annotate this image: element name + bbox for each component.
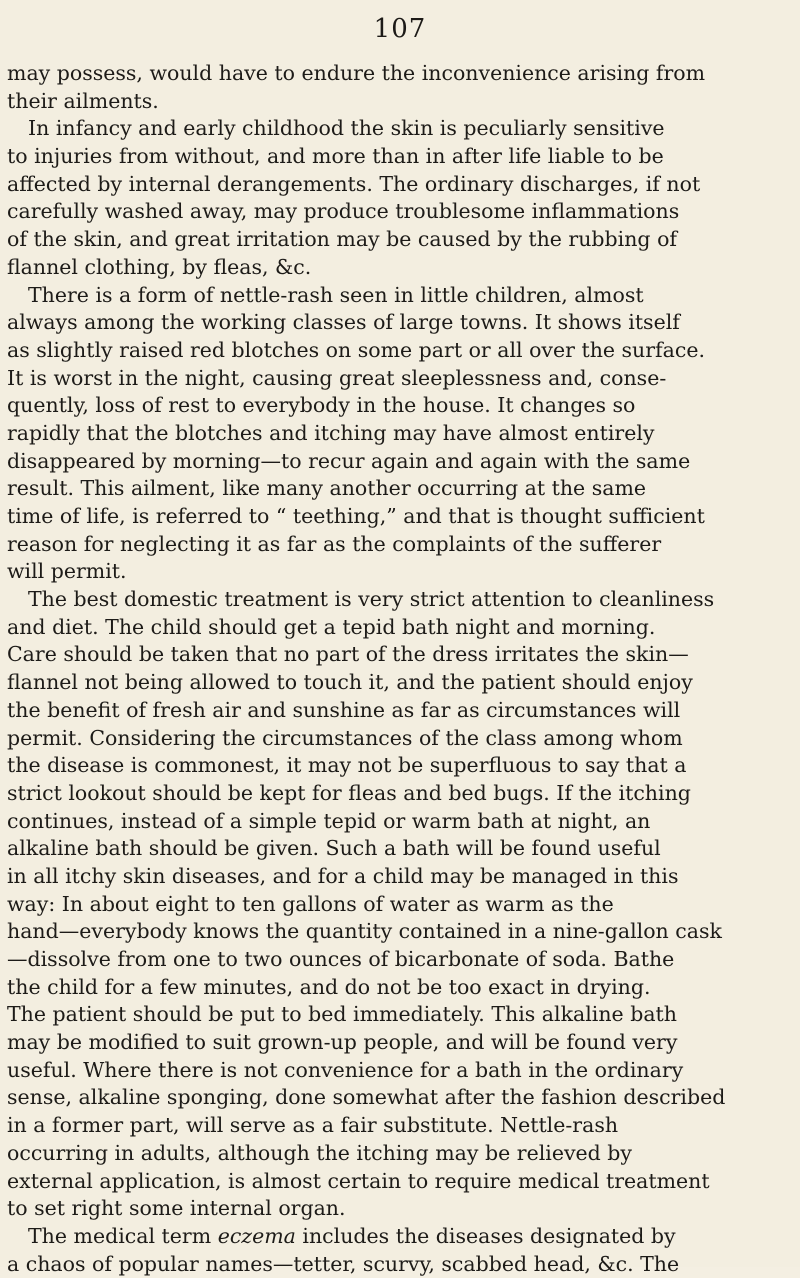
text-line: may be modified to suit grown-up people, and will be found very [7, 1030, 678, 1055]
text-segment: includes the diseases designated by [295, 1223, 676, 1248]
text-line: In infancy and early childhood the skin is peculiarly sensitive [28, 116, 665, 141]
text-line: flannel not being allowed to touch it, and the patient should enjoy [7, 670, 693, 695]
text-line: of the skin, and great irritation may be caused by the rubbing of [7, 227, 678, 252]
text-line: hand—everybody knows the quantity contained in a nine-gallon cask [7, 919, 722, 944]
text-line: —dissolve from one to two ounces of bicarbonate of soda. Bathe [7, 947, 675, 971]
text-line: Care should be taken that no part of the dress irritates the skin— [7, 642, 689, 667]
text-line: disappeared by morning—to recur again and again with the same [7, 448, 691, 473]
text-line: always among the working classes of large towns. It shows itself [7, 310, 680, 335]
italic-term: eczema [217, 1223, 296, 1248]
text-line: reason for neglecting it as far as the complaints of the sufferer [7, 531, 662, 556]
text-line: way: In about eight to ten gallons of water as warm as the [7, 891, 614, 916]
text-line: the disease is commonest, it may not be superfluous to say that a [7, 753, 687, 778]
text-line: sense, alkaline sponging, done somewhat after the fashion described [7, 1085, 726, 1110]
text-line: The best domestic treatment is very strict attention to cleanliness [28, 587, 715, 612]
text-segment: The medical term [28, 1223, 218, 1248]
text-line: continues, instead of a simple tepid or warm bath at night, an [7, 808, 651, 833]
text-line: time of life, is referred to “ teething,” and that is thought sufficient [7, 504, 705, 528]
text-line: flannel clothing, by fleas, &c. [7, 254, 312, 279]
text-line: their ailments. [7, 88, 159, 113]
text-line: alkaline bath should be given. Such a bath will be found useful [7, 836, 661, 861]
text-line: in all itchy skin diseases, and for a child may be managed in this [7, 863, 679, 888]
text-line: There is a form of nettle-rash seen in little children, almost [28, 282, 644, 307]
text-line: useful. Where there is not convenience for a bath in the ordinary [7, 1057, 684, 1082]
page-number: 107 [373, 14, 427, 44]
text-line: a chaos of popular names—tetter, scurvy, scabbed head, &c. The [7, 1251, 680, 1276]
text-line: quently, loss of rest to everybody in the house. It changes so [7, 393, 636, 418]
text-line: in a former part, will serve as a fair substitute. Nettle-rash [7, 1113, 619, 1138]
text-line: the benefit of fresh air and sunshine as far as circumstances will [7, 697, 681, 722]
text-line: affected by internal derangements. The ordinary discharges, if not [7, 171, 701, 196]
text-line: to set right some internal organ. [7, 1196, 346, 1221]
text-line: will permit. [7, 559, 127, 584]
text-line: as slightly raised red blotches on some part or all over the surface. [7, 337, 706, 362]
text-line: strict lookout should be kept for fleas and bed bugs. If the itching [7, 780, 691, 805]
text-line: carefully washed away, may produce troublesome inflammations [7, 199, 680, 224]
text-line [7, 1223, 800, 1251]
text-line: rapidly that the blotches and itching may have almost entirely [7, 420, 655, 445]
text-line: to injuries from without, and more than in after life liable to be [7, 144, 664, 169]
text-line: the child for a few minutes, and do not be too exact in drying. [7, 974, 651, 999]
text-line: It is worst in the night, causing great sleeplessness and, conse- [7, 365, 667, 390]
text-line: The patient should be put to bed immediately. This alkaline bath [7, 1002, 677, 1027]
text-line: external application, is almost certain to require medical treatment [7, 1168, 710, 1193]
body-text [7, 60, 800, 1278]
text-line: may possess, would have to endure the inconvenience arising from [7, 61, 706, 85]
text-line: result. This ailment, like many another occurring at the same [7, 476, 647, 501]
text-line: and diet. The child should get a tepid bath night and morning. [7, 614, 656, 639]
text-line: occurring in adults, although the itching may be relieved by [7, 1140, 633, 1165]
text-line: permit. Considering the circumstances of the class among whom [7, 725, 683, 750]
